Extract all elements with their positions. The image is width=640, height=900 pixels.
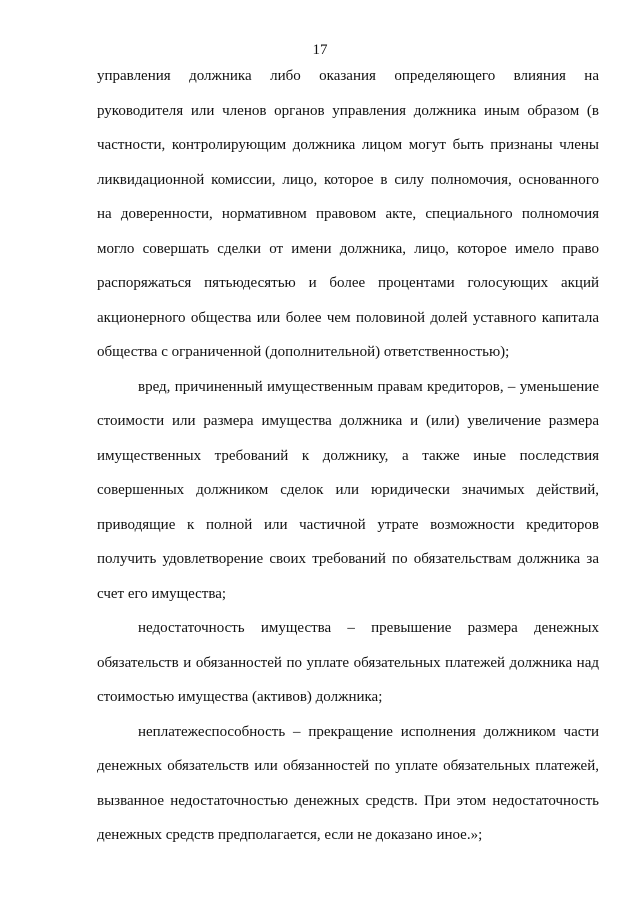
paragraph-2-line-6: получить удовлетворение своих требований по обязательствам должника за	[97, 551, 599, 567]
paragraph-2-line-1: вред, причиненный имущественным правам кредиторов, – уменьшение	[138, 379, 599, 395]
paragraph-1-line-4: ликвидационной комиссии, лицо, которое в силу полномочия, основанного	[97, 172, 599, 188]
paragraph-3-line-3: стоимостью имущества (активов) должника;	[97, 689, 383, 705]
paragraph-2-line-5: приводящие к полной или частичной утрате возможности кредиторов	[97, 517, 599, 533]
paragraph-1-line-5: на доверенности, нормативном правовом акте, специального полномочия	[97, 206, 599, 222]
paragraph-1-line-2: руководителя или членов органов управления должника иным образом (в	[97, 103, 599, 119]
paragraph-1-line-8: акционерного общества или более чем половиной долей уставного капитала	[97, 310, 599, 326]
paragraph-2-line-3: имущественных требований к должнику, а также иные последствия	[97, 448, 599, 464]
paragraph-1-line-7: распоряжаться пятьюдесятью и более процентами голосующих акций	[97, 275, 599, 291]
paragraph-3-line-2: обязательств и обязанностей по уплате обязательных платежей должника над	[97, 655, 599, 671]
paragraph-2-line-7: счет его имущества;	[97, 586, 227, 602]
paragraph-1-line-1: управления должника либо оказания определяющего влияния на	[97, 68, 599, 84]
paragraph-3-line-1: недостаточность имущества – превышение размера денежных	[138, 620, 599, 636]
paragraph-1-line-9: общества с ограниченной (дополнительной) ответственностью);	[97, 344, 510, 360]
page-number: 17	[312, 42, 328, 58]
paragraph-2-line-2: стоимости или размера имущества должника и (или) увеличение размера	[97, 413, 599, 429]
paragraph-4-line-2: денежных обязательств или обязанностей по уплате обязательных платежей,	[97, 758, 599, 774]
paragraph-1-line-3: частности, контролирующим должника лицом могут быть признаны члены	[97, 137, 599, 153]
paragraph-1-line-6: могло совершать сделки от имени должника, лицо, которое имело право	[97, 241, 599, 257]
paragraph-2-line-4: совершенных должником сделок или юридически значимых действий,	[97, 482, 599, 498]
paragraph-4-line-1: неплатежеспособность – прекращение исполнения должником части	[138, 724, 599, 740]
paragraph-4-line-4: денежных средств предполагается, если не доказано иное.»;	[97, 827, 483, 843]
paragraph-4-line-3: вызванное недостаточностью денежных средств. При этом недостаточность	[97, 793, 599, 809]
